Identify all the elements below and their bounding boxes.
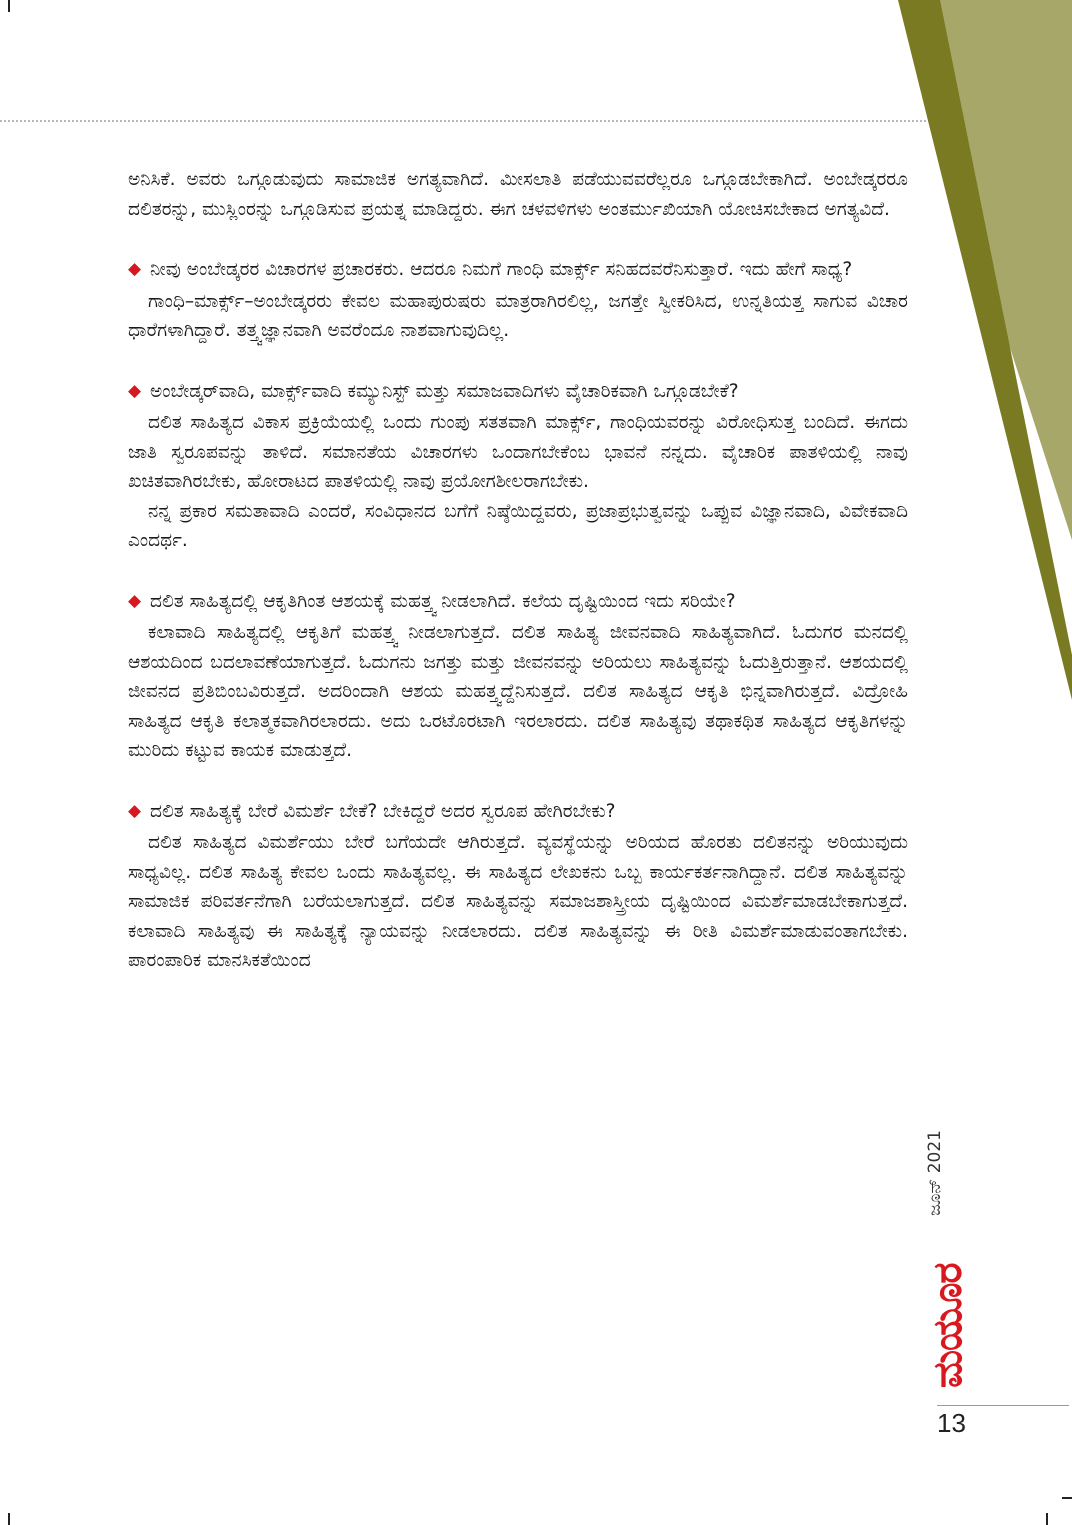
question-text: ನೀವು ಅಂಬೇಡ್ಕರರ ವಿಚಾರಗಳ ಪ್ರಚಾರಕರು. ಆದರೂ ನಿಮಗೆ ಗಾಂಧಿ ಮಾರ್ಕ್ಸ್ ಸನಿಹದವರೆನಿಸುತ್ತಾರೆ. ಇದು ಹೇಗೆ ಸಾಧ್ಯ? [150, 259, 853, 280]
diamond-bullet-icon: ◆ [128, 590, 142, 611]
question-text: ಅಂಬೇಡ್ಕರ್‌ವಾದಿ, ಮಾರ್ಕ್ಸ್‌ವಾದಿ ಕಮ್ಯುನಿಸ್ಟ್ ಮತ್ತು ಸಮಾಜವಾದಿಗಳು ವೈಚಾರಿಕವಾಗಿ ಒಗ್ಗೂಡಬೇಕೆ? [150, 380, 739, 402]
diamond-bullet-icon: ◆ [128, 259, 142, 279]
answer-paragraph: ಕಲಾವಾದಿ ಸಾಹಿತ್ಯದಲ್ಲಿ ಆಕೃತಿಗೆ ಮಹತ್ತ್ವ ನೀಡಲಾಗುತ್ತದೆ. ದಲಿತ ಸಾಹಿತ್ಯ ಜೀವನವಾದಿ ಸಾಹಿತ್ಯವಾಗಿದೆ. ಓದುಗರ ಮನದಲ್ಲಿ ಆಶಯದಿಂದ ಬದಲಾವಣೆಯಾಗುತ್ತದೆ. ಓದುಗನು ಜಗತ್ತು ಮತ್ತು ಜೀವನವನ್ನು ಅರಿಯಲು ಸಾಹಿತ್ಯವನ್ನು ಓದುತ್ತಿರುತ್ತಾನೆ. ಆಶಯದಲ್ಲಿ ಜೀವನದ ಪ್ರತಿಬಿಂಬವಿರುತ್ತದೆ. ಅದರಿಂದಾಗಿ ಆಶಯ ಮಹತ್ತ್ವದ್ದೆನಿಸುತ್ತದೆ. ದಲಿತ ಸಾಹಿತ್ಯದ ಆಕೃತಿ ಭಿನ್ನವಾಗಿರುತ್ತದೆ. ವಿದ್ರೋಹಿ ಸಾಹಿತ್ಯದ ಆಕೃತಿ ಕಲಾತ್ಮಕವಾಗಿರಲಾರದು. ಅದು ಒರಟೊರಟಾಗಿ ಇರಲಾರದು. ದಲಿತ ಸಾಹಿತ್ಯವು ತಥಾಕಥಿತ ಸಾಹಿತ್ಯದ ಆಕೃತಿಗಳನ್ನು ಮುರಿದು ಕಟ್ಟುವ ಕಾಯಕ ಮಾಡುತ್ತದೆ. [128, 622, 908, 761]
crop-mark-bottom-left [8, 1513, 10, 1525]
page-number: 13 [937, 1408, 966, 1438]
magazine-brand-logo: ಮಯೂರ [925, 1263, 971, 1388]
qa-block-2 [128, 377, 908, 556]
diamond-bullet-icon: ◆ [128, 380, 142, 401]
question-1 [128, 255, 908, 285]
intro-block [128, 165, 908, 224]
diamond-bullet-icon: ◆ [128, 800, 142, 821]
question-2 [128, 377, 908, 407]
answer-paragraph: ದಲಿತ ಸಾಹಿತ್ಯದ ವಿಕಾಸ ಪ್ರಕ್ರಿಯೆಯಲ್ಲಿ ಒಂದು ಗುಂಪು ಸತತವಾಗಿ ಮಾರ್ಕ್ಸ್, ಗಾಂಧಿಯವರನ್ನು ವಿರೋಧಿಸುತ್ತ ಬಂದಿದೆ. ಈಗದು ಜಾತಿ ಸ್ವರೂಪವನ್ನು ತಾಳಿದೆ. ಸಮಾನತೆಯ ವಿಚಾರಗಳು ಒಂದಾಗಬೇಕೆಂಬ ಭಾವನೆ ನನ್ನದು. ವೈಚಾರಿಕ ಪಾತಳಿಯಲ್ಲಿ ನಾವು ಖಚಿತವಾಗಿರಬೇಕು, ಹೋರಾಟದ ಪಾತಳಿಯಲ್ಲಿ ನಾವು ಪ್ರಯೋಗಶೀಲರಾಗಬೇಕು. [128, 412, 908, 492]
question-4 [128, 797, 908, 827]
intro-paragraph: ಅನಿಸಿಕೆ. ಅವರು ಒಗ್ಗೂಡುವುದು ಸಾಮಾಜಿಕ ಅಗತ್ಯವಾಗಿದೆ. ಮೀಸಲಾತಿ ಪಡೆಯುವವರೆಲ್ಲರೂ ಒಗ್ಗೂಡಬೇಕಾಗಿದೆ. ಅಂಬೇಡ್ಕರರೂ ದಲಿತರನ್ನು, ಮುಸ್ಲಿಂರನ್ನು ಒಗ್ಗೂಡಿಸುವ ಪ್ರಯತ್ನ ಮಾಡಿದ್ದರು. ಈಗ ಚಳವಳಿಗಳು ಅಂತರ್ಮುಖಿಯಾಗಿ ಯೋಚಿಸಬೇಕಾದ ಅಗತ್ಯವಿದೆ. [128, 169, 908, 220]
answer-paragraph: ನನ್ನ ಪ್ರಕಾರ ಸಮತಾವಾದಿ ಎಂದರೆ, ಸಂವಿಧಾನದ ಬಗೆಗೆ ನಿಷ್ಠೆಯಿದ್ದವರು, ಪ್ರಜಾಪ್ರಭುತ್ವವನ್ನು ಒಪ್ಪುವ ವಿಜ್ಞಾನವಾದಿ, ವಿವೇಕವಾದಿ ಎಂದರ್ಥ. [128, 500, 908, 551]
qa-block-4 [128, 797, 908, 976]
qa-block-1 [128, 255, 908, 346]
question-text: ದಲಿತ ಸಾಹಿತ್ಯದಲ್ಲಿ ಆಕೃತಿಗಿಂತ ಆಶಯಕ್ಕೆ ಮಹತ್ತ್ವ ನೀಡಲಾಗಿದೆ. ಕಲೆಯ ದೃಷ್ಟಿಯಿಂದ ಇದು ಸರಿಯೇ? [150, 590, 736, 612]
answer-paragraph: ದಲಿತ ಸಾಹಿತ್ಯದ ವಿಮರ್ಶೆಯು ಬೇರೆ ಬಗೆಯದೇ ಆಗಿರುತ್ತದೆ. ವ್ಯವಸ್ಥೆಯನ್ನು ಅರಿಯದ ಹೊರತು ದಲಿತನನ್ನು ಅರಿಯುವುದು ಸಾಧ್ಯವಿಲ್ಲ. ದಲಿತ ಸಾಹಿತ್ಯ ಕೇವಲ ಒಂದು ಸಾಹಿತ್ಯವಲ್ಲ. ಈ ಸಾಹಿತ್ಯದ ಲೇಖಕನು ಒಬ್ಬ ಕಾರ್ಯಕರ್ತನಾಗಿದ್ದಾನೆ. ದಲಿತ ಸಾಹಿತ್ಯವನ್ನು ಸಾಮಾಜಿಕ ಪರಿವರ್ತನೆಗಾಗಿ ಬರೆಯಲಾಗುತ್ತದೆ. ದಲಿತ ಸಾಹಿತ್ಯವನ್ನು ಸಮಾಜಶಾಸ್ತ್ರೀಯ ದೃಷ್ಟಿಯಿಂದ ವಿಮರ್ಶೆಮಾಡಬೇಕಾಗುತ್ತದೆ. ಕಲಾವಾದಿ ಸಾಹಿತ್ಯವು ಈ ಸಾಹಿತ್ಯಕ್ಕೆ ನ್ಯಾಯವನ್ನು ನೀಡಲಾರದು. ದಲಿತ ಸಾಹಿತ್ಯವನ್ನು ಈ ರೀತಿ ವಿಮರ್ಶೆಮಾಡುವಂತಾಗಬೇಕು. ಪಾರಂಪಾರಿಕ ಮಾನಸಿಕತೆಯಿಂದ [128, 832, 908, 971]
crop-mark-bottom-right [1046, 1513, 1048, 1525]
page-number-rule [937, 1405, 1069, 1406]
qa-block-3 [128, 587, 908, 766]
question-3 [128, 587, 908, 617]
crop-mark-right-lower [1062, 1497, 1072, 1499]
question-text: ದಲಿತ ಸಾಹಿತ್ಯಕ್ಕೆ ಬೇರೆ ವಿಮರ್ಶೆ ಬೇಕೆ? ಬೇಕಿದ್ದರೆ ಅದರ ಸ್ವರೂಪ ಹೇಗಿರಬೇಕು? [150, 800, 616, 822]
answer-paragraph: ಗಾಂಧಿ–ಮಾರ್ಕ್ಸ್–ಅಂಬೇಡ್ಕರರು ಕೇವಲ ಮಹಾಪುರುಷರು ಮಾತ್ರರಾಗಿರಲಿಲ್ಲ, ಜಗತ್ತೇ ಸ್ವೀಕರಿಸಿದ, ಉನ್ನತಿಯತ್ತ ಸಾಗುವ ವಿಚಾರ ಧಾರೆಗಳಾಗಿದ್ದಾರೆ. ತತ್ತ್ವಜ್ಞಾನವಾಗಿ ಅವರೆಂದೂ ನಾಶವಾಗುವುದಿಲ್ಲ. [128, 290, 908, 341]
issue-month-year: ಜೂನ್ 2021 [925, 1130, 945, 1216]
article-body [128, 165, 908, 976]
